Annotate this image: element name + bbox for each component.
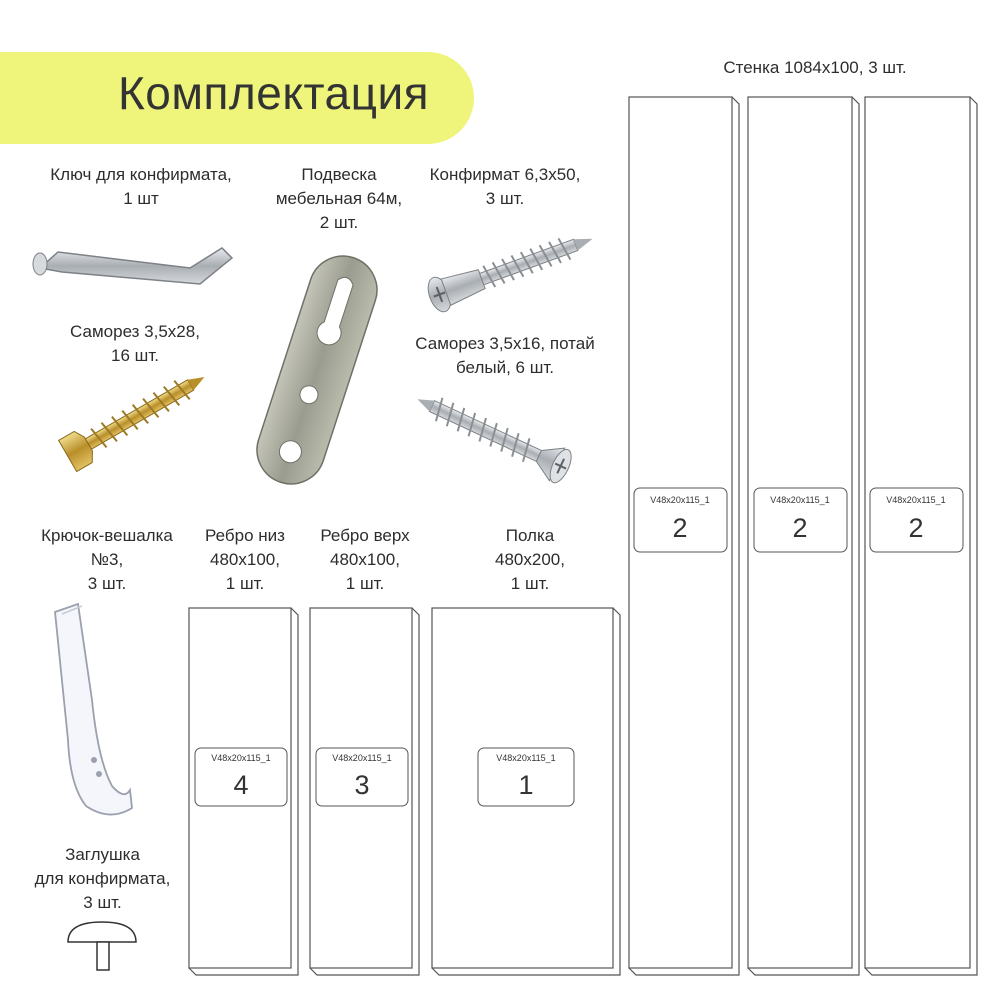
hanger-plate-icon — [248, 247, 386, 492]
panel-wall-1 — [629, 97, 739, 975]
panel-number: 1 — [518, 770, 534, 800]
panel-number: 2 — [792, 513, 808, 543]
panel-number: 4 — [233, 770, 249, 800]
panel-number: 2 — [672, 513, 688, 543]
panel-code: V48x20x115_1 — [886, 495, 946, 505]
rib-bottom-label: Ребро низ 480х100, 1 шт. — [205, 526, 285, 593]
panel-code: V48x20x115_1 — [770, 495, 830, 505]
confirmat-icon — [424, 222, 599, 315]
wall-label: Стенка 1084х100, 3 шт. — [723, 58, 907, 77]
screw-28-label: Саморез 3,5х28, 16 шт. — [70, 322, 200, 365]
coat-hook-icon — [55, 604, 132, 815]
confirmat-cap-icon — [68, 922, 136, 970]
panel-wall-3 — [865, 97, 977, 975]
panel-number: 3 — [354, 770, 370, 800]
panel-number: 2 — [908, 513, 924, 543]
panel-code: V48x20x115_1 — [496, 753, 556, 763]
hex-key-icon — [33, 248, 232, 284]
confirmat-label: Конфирмат 6,3х50, 3 шт. — [429, 165, 581, 208]
brass-screw-icon — [59, 361, 214, 471]
panel-code: V48x20x115_1 — [332, 753, 392, 763]
panel-wall-2 — [748, 97, 859, 975]
panel-code: V48x20x115_1 — [211, 753, 271, 763]
panel-rib-bottom — [189, 608, 298, 975]
panel-rib-top — [310, 608, 419, 975]
panel-code: V48x20x115_1 — [650, 495, 710, 505]
hanger-plate-label: Подвеска мебельная 64м, 2 шт. — [275, 165, 403, 232]
panel-shelf — [432, 608, 620, 975]
key-label: Ключ для конфирмата, 1 шт — [50, 165, 232, 208]
screw-16-label: Саморез 3,5х16, потай белый, 6 шт. — [415, 334, 595, 377]
countersunk-screw-icon — [410, 383, 576, 486]
rib-top-label: Ребро верх 480х100, 1 шт. — [320, 526, 410, 593]
page-title: Комплектация — [118, 67, 430, 119]
shelf-label: Полка 480х200, 1 шт. — [495, 526, 565, 593]
hook-label: Крючок-вешалка №3, 3 шт. — [41, 526, 173, 593]
cap-label: Заглушка для конфирмата, 3 шт. — [34, 845, 171, 912]
